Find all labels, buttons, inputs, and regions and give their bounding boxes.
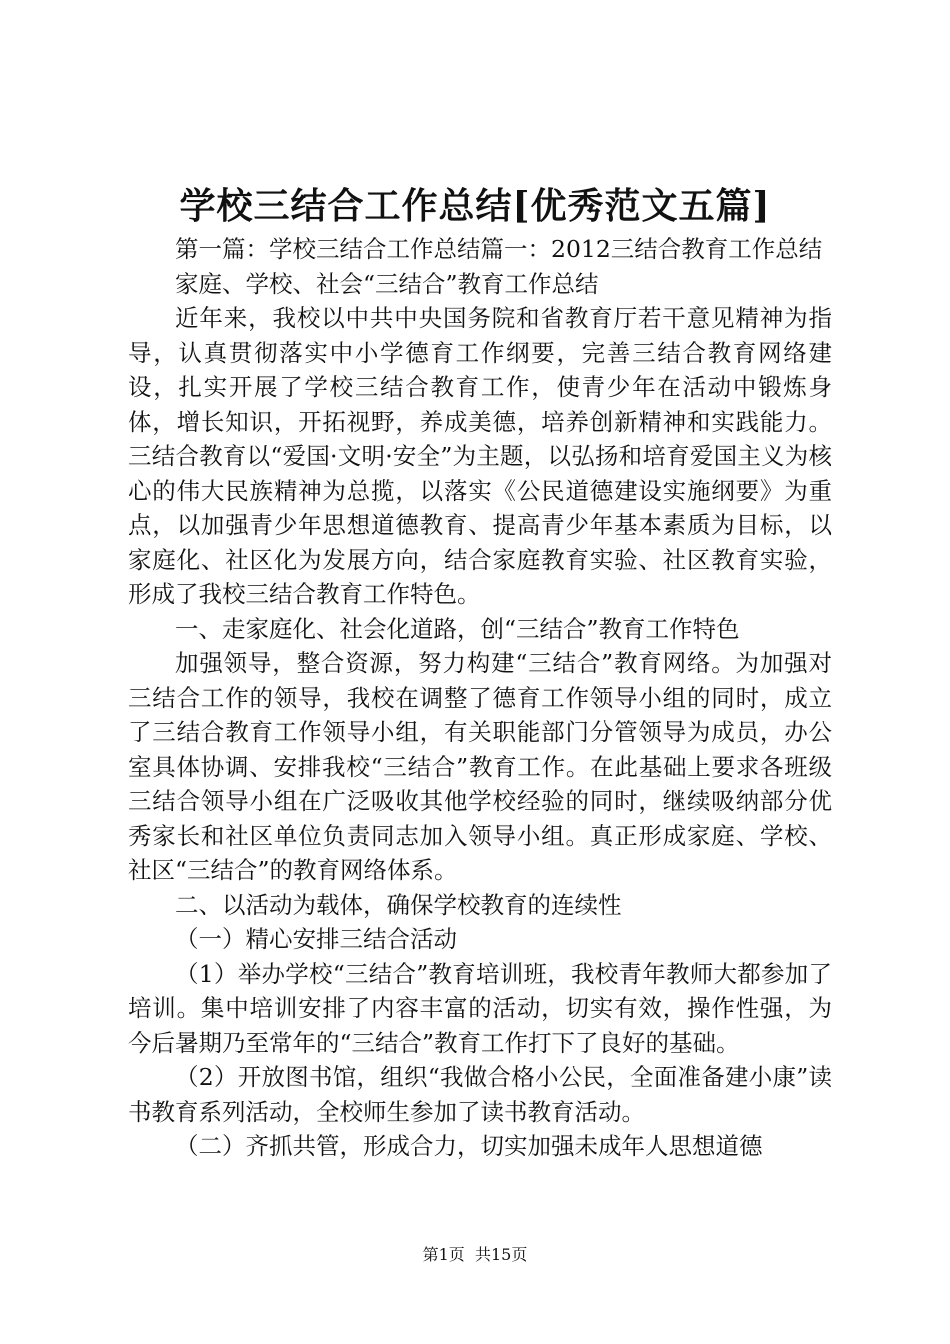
page-number: 第1页 (422, 1245, 465, 1264)
total-pages: 共15页 (474, 1245, 528, 1264)
paragraph: 近年来，我校以中共中央国务院和省教育厅若干意见精神为指导，认真贯彻落实中小学德育工作纲要，完善三结合教育网络建设，扎实开展了学校三结合教育工作，使青少年在活动中锻炼身体，增长知识，开拓视野，养成美德，培养创新精神和实践能力。三结合教育以“爱国·文明·安全”为主题，以弘扬和培育爱国主义为核心的伟大民族精神为总揽，以落实《公民道德建设实施纲要》为重点，以加强青少年思想道德教育、提高青少年基本素质为目标，以家庭化、社区化为发展方向，结合家庭教育实验、社区教育实验，形成了我校三结合教育工作特色。 (128, 304, 832, 608)
paragraph: 第一篇：学校三结合工作总结篇一：2012三结合教育工作总结 (175, 235, 823, 263)
document-body (128, 232, 832, 1164)
paragraph: （2）开放图书馆，组织“我做合格小公民，全面准备建小康”读书教育系列活动，全校师生参加了读书教育活动。 (128, 1063, 832, 1126)
subsection-heading: （二）齐抓共管，形成合力，切实加强未成年人思想道德 (175, 1132, 763, 1160)
paragraph: 家庭、学校、社会“三结合”教育工作总结 (175, 269, 599, 298)
section-heading: 一、走家庭化、社会化道路，创“三结合”教育工作特色 (175, 614, 740, 643)
page-footer (0, 1244, 950, 1266)
document-title: 学校三结合工作总结[优秀范文五篇] (179, 185, 771, 227)
paragraph: （1）举办学校“三结合”教育培训班，我校青年教师大都参加了培训。集中培训安排了内容丰富的活动，切实有效，操作性强，为今后暑期乃至常年的“三结合”教育工作打下了良好的基础。 (128, 959, 832, 1057)
paragraph: 加强领导，整合资源，努力构建“三结合”教育网络。为加强对三结合工作的领导，我校在调整了德育工作领导小组的同时，成立了三结合教育工作领导小组，有关职能部门分管领导为成员，办公室具体协调、安排我校“三结合”教育工作。在此基础上要求各班级三结合领导小组在广泛吸收其他学校经验的同时，继续吸纳部分优秀家长和社区单位负责同志加入领导小组。真正形成家庭、学校、社区“三结合”的教育网络体系。 (128, 649, 832, 884)
section-heading: 二、以活动为载体，确保学校教育的连续性 (175, 890, 622, 919)
subsection-heading: （一）精心安排三结合活动 (175, 925, 457, 953)
footer-gap (465, 1245, 475, 1264)
